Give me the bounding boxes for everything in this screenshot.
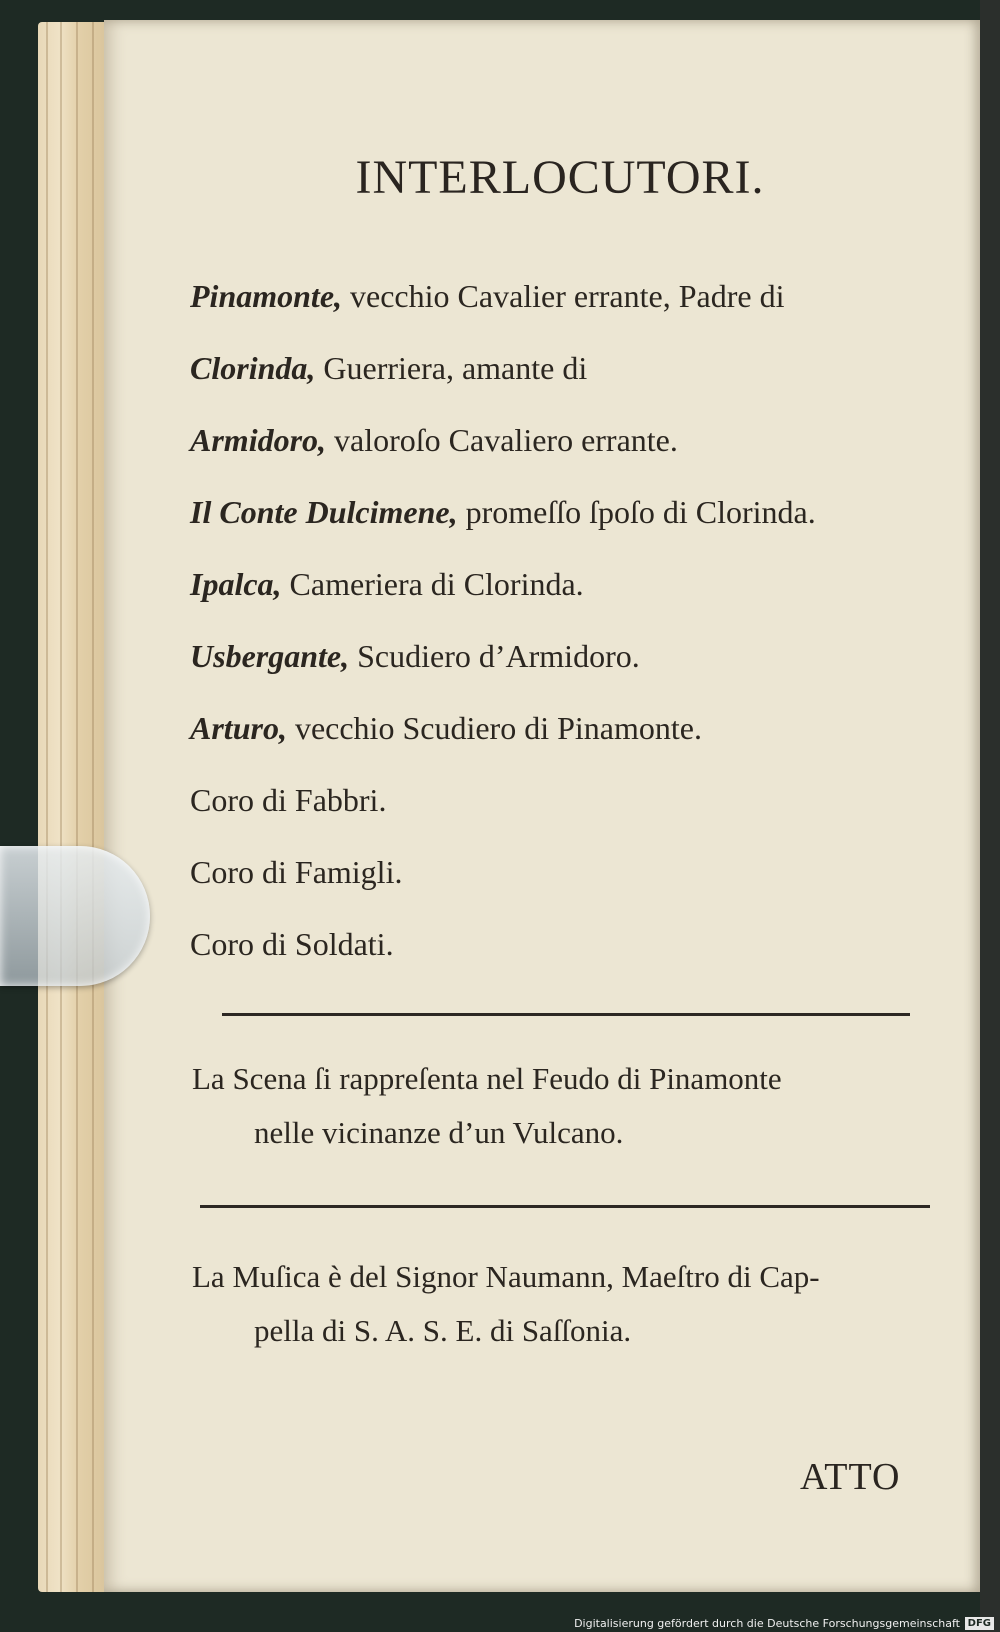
chorus-label: Coro di Soldati. bbox=[190, 926, 394, 962]
cast-entry bbox=[190, 774, 930, 846]
book-binding bbox=[980, 0, 1000, 1632]
character-role: promeſſo ſpoſo di Clorinda. bbox=[465, 494, 816, 530]
cast-entry bbox=[190, 270, 930, 342]
character-role: Guerriera, amante di bbox=[323, 350, 588, 386]
dfg-logo: DFG bbox=[965, 1617, 994, 1630]
scene-note-line: La Scena ſi rappreſenta nel Feudo di Pinamonte bbox=[192, 1061, 782, 1096]
character-name: Pinamonte, bbox=[190, 278, 343, 314]
character-role: vecchio Scudiero di Pinamonte. bbox=[294, 710, 702, 746]
cast-entry bbox=[190, 486, 930, 558]
character-name: Clorinda, bbox=[190, 350, 316, 386]
scene-note-line: nelle vicinanze d’un Vulcano. bbox=[254, 1115, 624, 1150]
music-note-line: La Muſica è del Signor Naumann, Maeſtro di Cap- bbox=[192, 1259, 820, 1294]
cast-entry bbox=[190, 630, 930, 702]
cast-entry bbox=[190, 414, 930, 486]
character-role: Cameriera di Clorinda. bbox=[289, 566, 584, 602]
scene-note bbox=[192, 1052, 932, 1160]
character-role: valoroſo Cavaliero errante. bbox=[334, 422, 678, 458]
cast-entry bbox=[190, 918, 930, 990]
chorus-label: Coro di Fabbri. bbox=[190, 782, 387, 818]
character-name: Usbergante, bbox=[190, 638, 350, 674]
cast-entry bbox=[190, 342, 930, 414]
character-name: Ipalca, bbox=[190, 566, 282, 602]
cast-entry bbox=[190, 702, 930, 774]
character-name: Arturo, bbox=[190, 710, 287, 746]
divider-rule bbox=[222, 1013, 910, 1016]
page-title: INTERLOCUTORI. bbox=[355, 151, 765, 204]
footer-credit: Digitalisierung gefördert durch die Deutsche Forschungsgemeinschaft bbox=[574, 1617, 960, 1630]
divider-rule bbox=[200, 1205, 930, 1208]
character-role: vecchio Cavalier errante, Padre di bbox=[350, 278, 785, 314]
cast-entry bbox=[190, 558, 930, 630]
page-edges bbox=[38, 22, 108, 1592]
music-note-line: pella di S. A. S. E. di Saſſonia. bbox=[254, 1313, 632, 1348]
page-clip bbox=[0, 846, 150, 986]
music-note bbox=[192, 1250, 932, 1358]
catchword: ATTO bbox=[800, 1456, 901, 1498]
character-name: Armidoro, bbox=[190, 422, 327, 458]
cast-entry bbox=[190, 846, 930, 918]
chorus-label: Coro di Famigli. bbox=[190, 854, 403, 890]
character-name: Il Conte Dulcimene, bbox=[190, 494, 458, 530]
character-role: Scudiero d’Armidoro. bbox=[357, 638, 640, 674]
cast-list bbox=[190, 270, 930, 990]
